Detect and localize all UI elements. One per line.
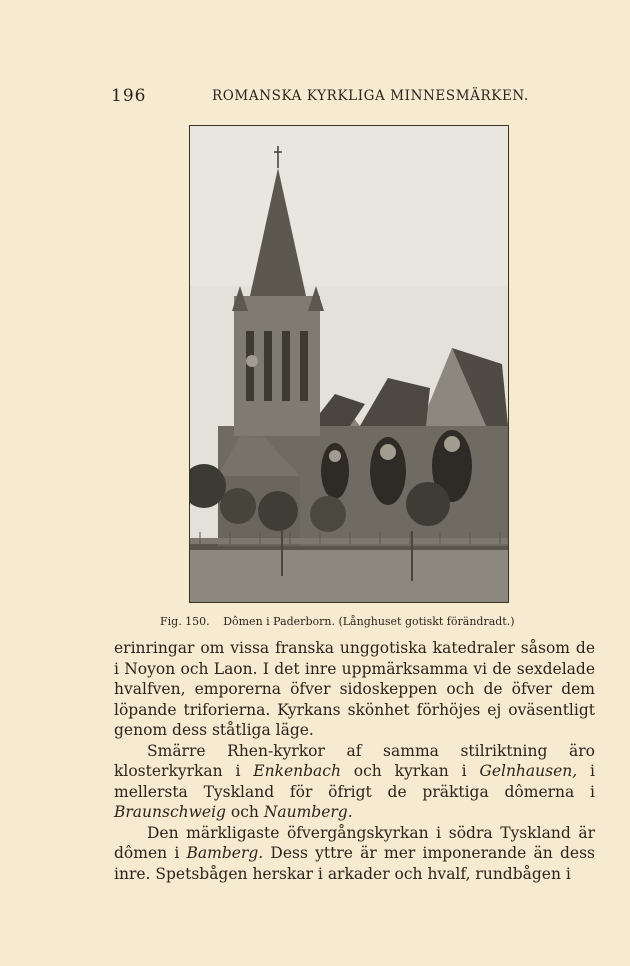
place-gelnhausen: Gelnhausen, [479, 762, 578, 780]
paragraph-2: Smärre Rhen-kyrkor af samma stilriktning äro klosterkyrkan i Enkenbach och kyrkan i Gelnhausen, i mellersta Tyskland för öfrigt de präktiga dômerna i Braunschweig och Naumberg. [114, 741, 595, 821]
place-bamberg: Bamberg. [186, 844, 264, 862]
body-text [114, 638, 595, 884]
page-number: 196 [111, 86, 147, 106]
figure-label: Fig. 150. [160, 615, 210, 628]
figure-photo [189, 125, 509, 603]
place-braunschweig: Braunschweig [114, 803, 226, 821]
place-enkenbach: Enkenbach [253, 762, 341, 780]
cathedral-illustration [190, 126, 508, 602]
place-naumberg: Naumberg. [263, 803, 353, 821]
paragraph-1: erinringar om vissa franska unggotiska katedraler såsom de i Noyon och Laon. I det inre uppmärksamma vi de sexdelade hvalfven, emporerna öfver sidoskeppen och de öfver dem löpande triforierna. Kyrkans skönhet förhöjes ej oväsentligt genom dess ståtliga läge. [114, 639, 595, 739]
figure-note: (Långhuset gotiskt förändradt.) [338, 615, 515, 628]
figure-caption [160, 615, 580, 628]
paragraph-3: Den märkligaste öfvergångskyrkan i södra Tyskland är dômen i Bamberg. Dess yttre är mer imponerande än dess inre. Spetsbågen herskar i arkader och hvalf, rundbågen i [114, 823, 596, 883]
figure-title: Dômen i Paderborn. [223, 615, 335, 628]
running-title: ROMANSKA KYRKLIGA MINNESMÄRKEN. [212, 88, 529, 104]
